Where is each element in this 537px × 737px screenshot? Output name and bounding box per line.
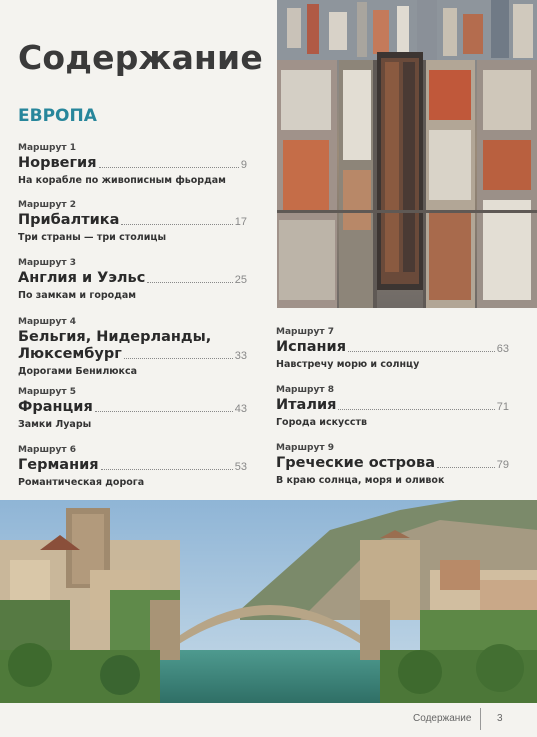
route-subtitle: По замкам и городам [18, 290, 137, 301]
route-number: Маршрут 7 [276, 327, 334, 337]
route-name: Люксембург [18, 346, 122, 362]
route-name: Греческие острова [276, 455, 435, 471]
route-name: Италия [276, 397, 337, 413]
route-number: Маршрут 9 [276, 443, 334, 453]
dotted-leader [95, 411, 233, 412]
route-number: Маршрут 5 [18, 387, 76, 397]
route-6[interactable] [18, 445, 247, 488]
route-name: Франция [18, 399, 93, 415]
dotted-leader [99, 167, 239, 168]
mostar-bridge-photo [0, 500, 537, 703]
route-name: Прибалтика [18, 212, 120, 228]
dotted-leader [348, 351, 495, 352]
route-9[interactable] [276, 443, 509, 486]
page-title: Содержание [18, 38, 263, 77]
footer-separator [480, 708, 481, 730]
route-subtitle: Города искусств [276, 417, 368, 428]
route-page-number: 43 [234, 403, 247, 415]
dotted-leader [121, 224, 232, 225]
route-name: Англия и Уэльс [18, 270, 146, 286]
route-page-number: 25 [234, 274, 247, 286]
route-name: Норвегия [18, 155, 97, 171]
route-4[interactable] [18, 317, 247, 377]
route-page-number: 53 [234, 461, 247, 473]
route-subtitle: Романтическая дорога [18, 477, 145, 488]
route-page-number: 17 [234, 216, 247, 228]
route-number: Маршрут 4 [18, 317, 76, 327]
footer-page-number: 3 [497, 713, 503, 724]
route-3[interactable] [18, 258, 247, 301]
route-number: Маршрут 2 [18, 200, 76, 210]
route-8[interactable] [276, 385, 509, 428]
route-number: Маршрут 6 [18, 445, 76, 455]
route-name: Германия [18, 457, 99, 473]
route-number: Маршрут 1 [18, 143, 76, 153]
section-title-europe: ЕВРОПА [18, 106, 97, 126]
route-subtitle: Навстречу морю и солнцу [276, 359, 420, 370]
route-7[interactable] [276, 327, 509, 370]
dotted-leader [124, 358, 233, 359]
route-subtitle: На корабле по живописным фьордам [18, 175, 226, 186]
route-subtitle: В краю солнца, моря и оливок [276, 475, 445, 486]
route-page-number: 9 [240, 159, 247, 171]
route-page-number: 71 [496, 401, 509, 413]
city-aerial-photo [277, 0, 537, 308]
dotted-leader [101, 469, 233, 470]
route-page-number: 79 [496, 459, 509, 471]
route-page-number: 63 [496, 343, 509, 355]
route-2[interactable] [18, 200, 247, 243]
dotted-leader [147, 282, 232, 283]
route-5[interactable] [18, 387, 247, 430]
route-name: Испания [276, 339, 347, 355]
route-subtitle: Замки Луары [18, 419, 92, 430]
dotted-leader [437, 467, 495, 468]
route-name-line1: Бельгия, Нидерланды, [18, 329, 212, 345]
dotted-leader [338, 409, 494, 410]
route-number: Маршрут 3 [18, 258, 76, 268]
route-number: Маршрут 8 [276, 385, 334, 395]
route-1[interactable] [18, 143, 247, 186]
route-page-number: 33 [234, 350, 247, 362]
footer-section-label: Содержание [413, 713, 472, 724]
route-subtitle: Три страны — три столицы [18, 232, 167, 243]
route-subtitle: Дорогами Бенилюкса [18, 366, 138, 377]
